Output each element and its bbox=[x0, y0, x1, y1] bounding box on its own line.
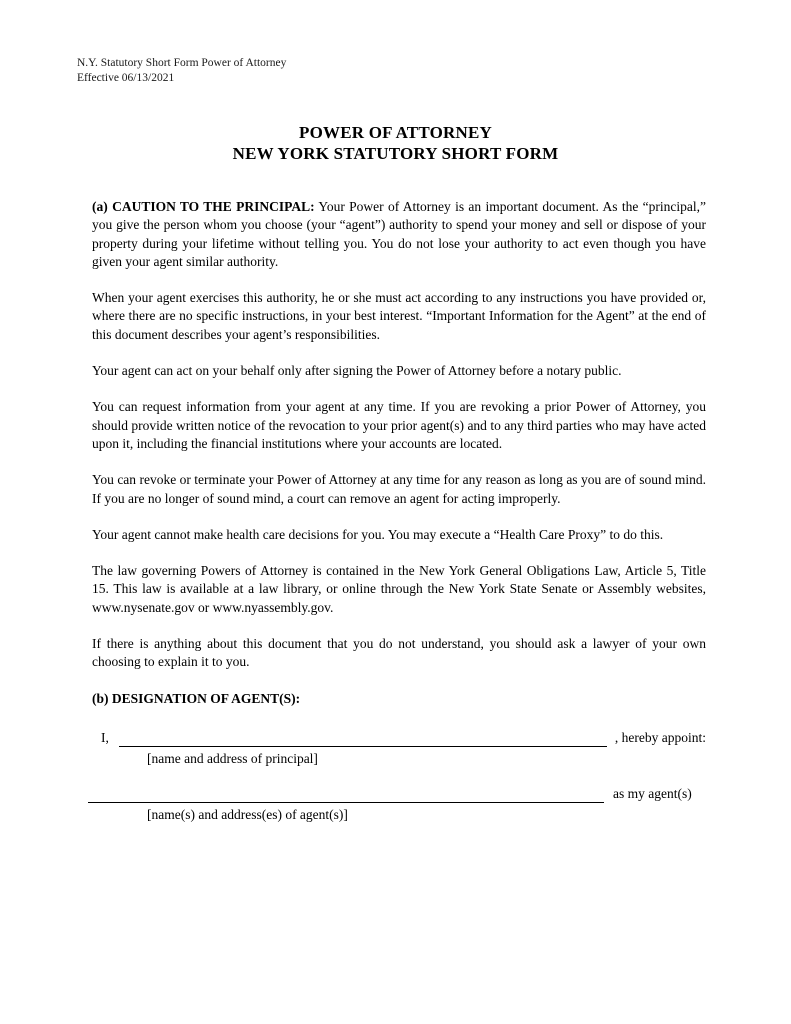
agent-caption: [name(s) and address(es) of agent(s)] bbox=[147, 806, 348, 822]
doc-title bbox=[0, 122, 791, 164]
doc-header bbox=[77, 56, 286, 85]
principal-name-field[interactable] bbox=[119, 731, 607, 747]
doc-header-line2: Effective 06/13/2021 bbox=[77, 71, 175, 84]
doc-body bbox=[92, 198, 706, 824]
agent-suffix: as my agent(s) bbox=[613, 785, 692, 801]
caution-label: (a) CAUTION TO THE PRINCIPAL: bbox=[92, 199, 315, 214]
paragraph-health-care: Your agent cannot make health care decisions for you. You may execute a “Health Care Proxy” to do this. bbox=[92, 526, 664, 542]
agent-row bbox=[92, 785, 706, 803]
paragraph-governing-law: The law governing Powers of Attorney is contained in the New York General Obligations Law, Article 5, Title 15. This law is available at a law library, or online through the New York State Senate or Assembly websites, www.nysenate.gov or www.nyassembly.gov. bbox=[92, 563, 706, 615]
doc-title-line2: NEW YORK STATUTORY SHORT FORM bbox=[232, 144, 559, 163]
principal-prefix: I, bbox=[101, 729, 109, 745]
paragraph-notary: Your agent can act on your behalf only after signing the Power of Attorney before a notary public. bbox=[92, 363, 622, 379]
paragraph-revoke-terminate: You can revoke or terminate your Power of Attorney at any time for any reason as long as you are of sound mind. If you are no longer of sound mind, a court can remove an agent for acting improperly. bbox=[92, 472, 706, 506]
paragraph-ask-lawyer: If there is anything about this document that you do not understand, you should ask a lawyer of your own choosing to explain it to you. bbox=[92, 636, 706, 670]
paragraph-revocation-notice: You can request information from your agent at any time. If you are revoking a prior Power of Attorney, you should provide written notice of the revocation to your prior agent(s) and to any third parties who may have acted upon it, including the financial institutions where your accounts are located. bbox=[92, 399, 706, 451]
doc-title-line1: POWER OF ATTORNEY bbox=[299, 123, 492, 142]
doc-header-line1: N.Y. Statutory Short Form Power of Attorney bbox=[77, 57, 287, 69]
agent-name-field[interactable] bbox=[88, 787, 604, 803]
principal-row bbox=[92, 729, 706, 747]
caution-text: Your Power of Attorney is an important document. As the “principal,” you give the person whom you choose (your “agent”) authority to spend your money and sell or dispose of your property during your lifetime without telling you. You do not lose your authority to act even though you have given your agent similar authority. bbox=[92, 199, 706, 269]
paragraph-agent-duties: When your agent exercises this authority, he or she must act according to any instructions you have provided or, where there are no specific instructions, in your best interest. “Important Information for the Agent” at the end of this document describes your agent’s responsibilities. bbox=[92, 290, 706, 342]
caution-paragraph bbox=[92, 198, 706, 271]
principal-suffix: , hereby appoint: bbox=[614, 729, 706, 745]
principal-caption: [name and address of principal] bbox=[147, 751, 318, 767]
designation-heading: (b) DESIGNATION OF AGENT(S): bbox=[92, 690, 301, 706]
